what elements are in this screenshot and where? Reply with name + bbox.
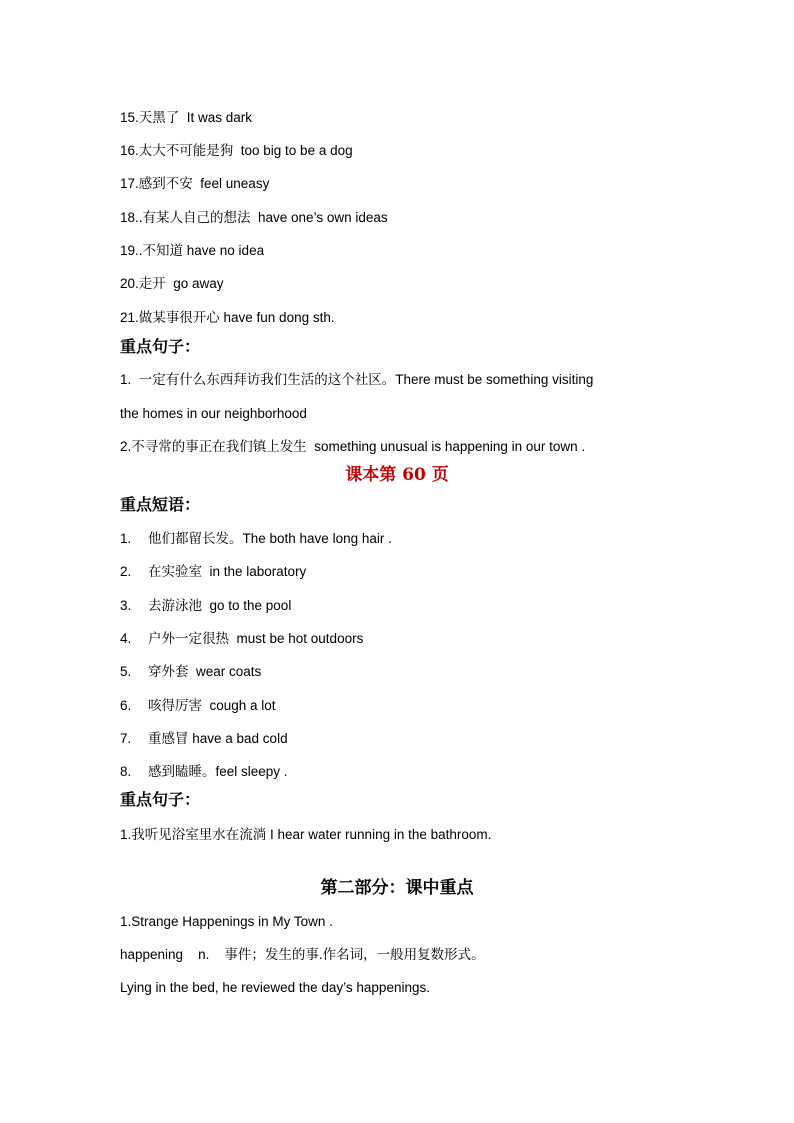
item-text: 重感冒 have a bad cold (148, 731, 288, 746)
sentence-line: 1.我听见浴室里水在流淌 I hear water running in the bathroom. (120, 827, 492, 842)
part-two-title: 第二部分：课中重点 (320, 878, 474, 898)
phrase-line-19: 19..不知道 have no idea (120, 243, 265, 258)
phrase-line-21: 21.做某事很开心 have fun dong sth. (120, 310, 335, 325)
key-phrases-heading: 重点短语： (120, 495, 201, 514)
key-sentences-heading: 重点句子： (120, 337, 201, 356)
item-number: 2. (120, 564, 132, 579)
item-text: 他们都留长发。The both have long hair . (148, 531, 392, 546)
item-number: 3. (120, 598, 132, 613)
part-two-line: Lying in the bed, he reviewed the day’s happenings. (120, 980, 430, 995)
textbook-page-title: 课本第 60 页 (345, 465, 449, 485)
item-number: 6. (120, 698, 132, 713)
phrase-item (120, 697, 276, 715)
item-text: 穿外套 wear coats (148, 664, 262, 679)
item-number: 4. (120, 631, 132, 646)
phrase-item (120, 763, 288, 781)
item-text: 户外一定很热 must be hot outdoors (148, 631, 364, 646)
sentence-line: 1. 一定有什么东西拜访我们生活的这个社区。There must be something visiting (120, 372, 594, 387)
item-number: 5. (120, 664, 132, 679)
part-two-line: 1.Strange Happenings in My Town . (120, 914, 333, 929)
phrase-item (120, 530, 392, 548)
phrase-item (120, 730, 288, 748)
item-text: 在实验室 in the laboratory (148, 564, 307, 579)
phrase-item (120, 663, 261, 681)
phrase-line-17: 17.感到不安 feel uneasy (120, 176, 270, 191)
part-two-line: happening n. 事件；发生的事.作名词，一般用复数形式。 (120, 947, 485, 962)
key-sentences-heading: 重点句子： (120, 790, 201, 809)
item-number: 7. (120, 731, 132, 746)
phrase-line-20: 20.走开 go away (120, 276, 224, 291)
phrase-line-18: 18..有某人自己的想法 have one’s own ideas (120, 210, 388, 225)
item-number: 8. (120, 764, 132, 779)
item-text: 去游泳池 go to the pool (148, 598, 292, 613)
sentence-line: 2.不寻常的事正在我们镇上发生 something unusual is happening in our town . (120, 439, 586, 454)
item-text: 咳得厉害 cough a lot (148, 698, 276, 713)
phrase-line-15: 15.天黑了 It was dark (120, 110, 253, 125)
phrase-line-16: 16.太大不可能是狗 too big to be a dog (120, 143, 353, 158)
phrase-item (120, 630, 363, 648)
phrase-item (120, 563, 306, 581)
item-number: 1. (120, 531, 132, 546)
sentence-line: the homes in our neighborhood (120, 406, 307, 421)
phrase-item (120, 597, 291, 615)
item-text: 感到瞌睡。feel sleepy . (148, 764, 288, 779)
